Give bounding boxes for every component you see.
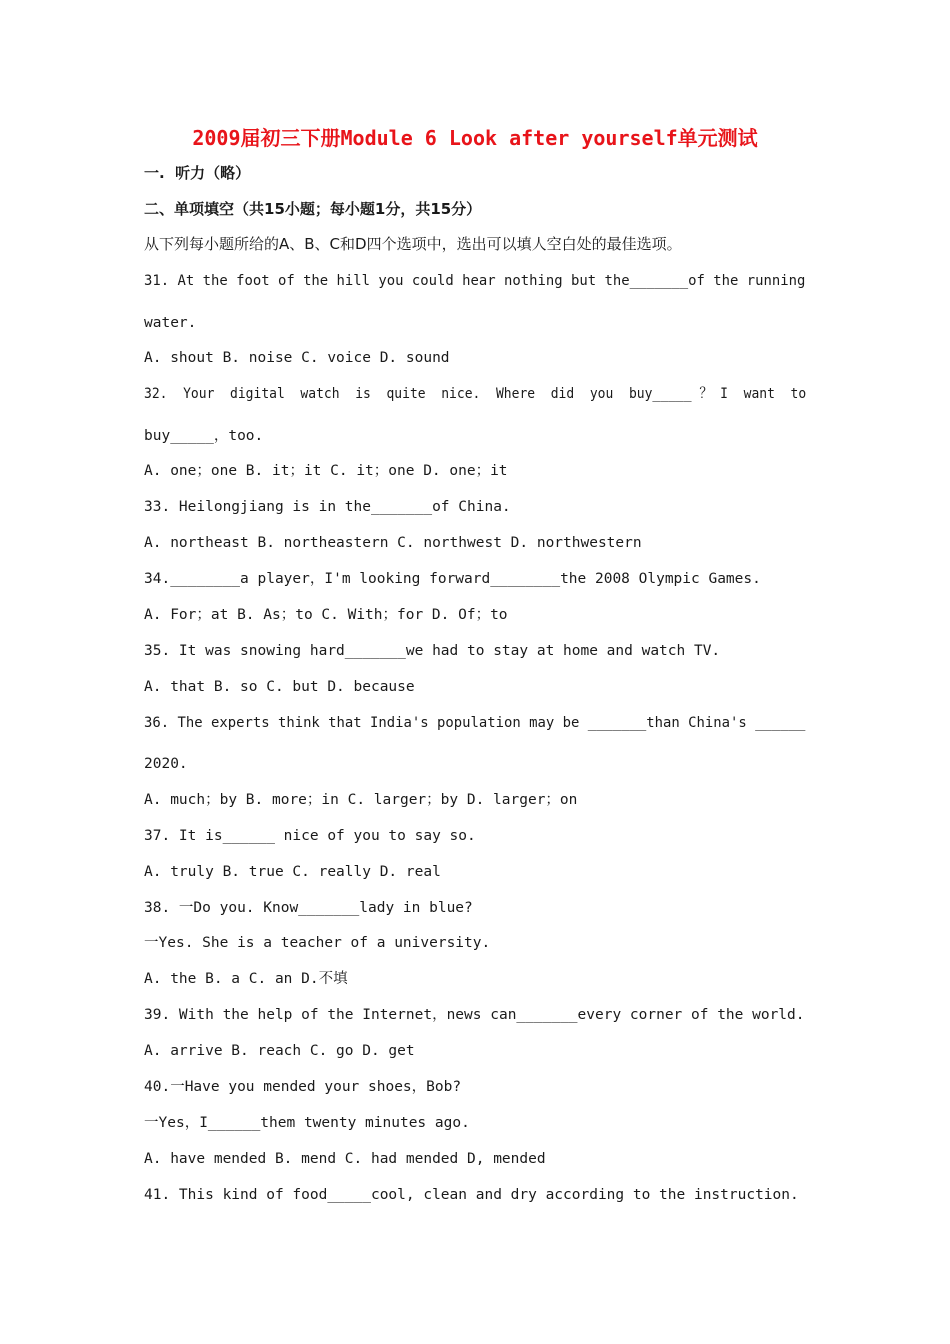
question-38-options: A. the B. a C. an D.不填 <box>144 971 348 987</box>
question-40-options: A. have mended B. mend C. had mended D, mended <box>144 1151 546 1167</box>
question-37-options: A. truly B. true C. really D. real <box>144 864 441 880</box>
question-36-text: 36. The experts think that India's population may be _______than China's ______ <box>144 715 806 731</box>
question-39-options: A. arrive B. reach C. go D. get <box>144 1043 415 1059</box>
question-33-text: 33. Heilongjiang is in the_______of China. <box>144 499 511 515</box>
question-33-options: A. northeast B. northeastern C. northwest D. northwestern <box>144 535 642 551</box>
question-36-options: A. much；by B. more；in C. larger；by D. larger；on <box>144 792 578 808</box>
question-35-text: 35. It was snowing hard_______we had to stay at home and watch TV. <box>144 643 721 659</box>
question-34-options: A. For；at B. As；to C. With；for D. Of；to <box>144 607 508 623</box>
question-41-text: 41. This kind of food_____cool, clean and dry according to the instruction. <box>144 1187 799 1203</box>
instruction-text: 从下列每小题所给的A、B、C和D四个选项中，选出可以填人空白处的最佳选项。 <box>144 235 682 253</box>
question-38-text: 38. 一Do you. Know_______lady in blue? <box>144 900 473 916</box>
question-31-text: 31. At the foot of the hill you could hear nothing but the_______of the running <box>144 273 806 289</box>
question-40-text: 40.一Have you mended your shoes，Bob? <box>144 1079 462 1095</box>
question-31-options: A. shout B. noise C. voice D. sound <box>144 350 450 366</box>
question-32-text-cont: buy_____，too. <box>144 428 264 444</box>
question-32-options: A. one；one B. it；it C. it；one D. one；it <box>144 463 508 479</box>
question-39-text: 39. With the help of the Internet，news can_______every corner of the world. <box>144 1007 805 1023</box>
section-single-choice: 二、单项填空（共15小题；每小题1分，共15分） <box>144 200 482 218</box>
question-38-dialogue: 一Yes. She is a teacher of a university. <box>144 935 491 951</box>
question-34-text: 34.________a player，I'm looking forward________the 2008 Olympic Games. <box>144 571 761 587</box>
question-32-text: 32. Your digital watch is quite nice. Where did you buy_____ ？ I want to <box>144 386 807 402</box>
question-37-text: 37. It is______ nice of you to say so. <box>144 828 476 844</box>
question-36-text-cont: 2020. <box>144 756 188 772</box>
page-title: 2009届初三下册Module 6 Look after yourself单元测试 <box>192 126 758 150</box>
question-40-dialogue: 一Yes，I______them twenty minutes ago. <box>144 1115 470 1131</box>
question-35-options: A. that B. so C. but D. because <box>144 679 415 695</box>
section-listening: 一. 听力（略） <box>144 164 251 182</box>
question-31-text-cont: water. <box>144 315 197 331</box>
